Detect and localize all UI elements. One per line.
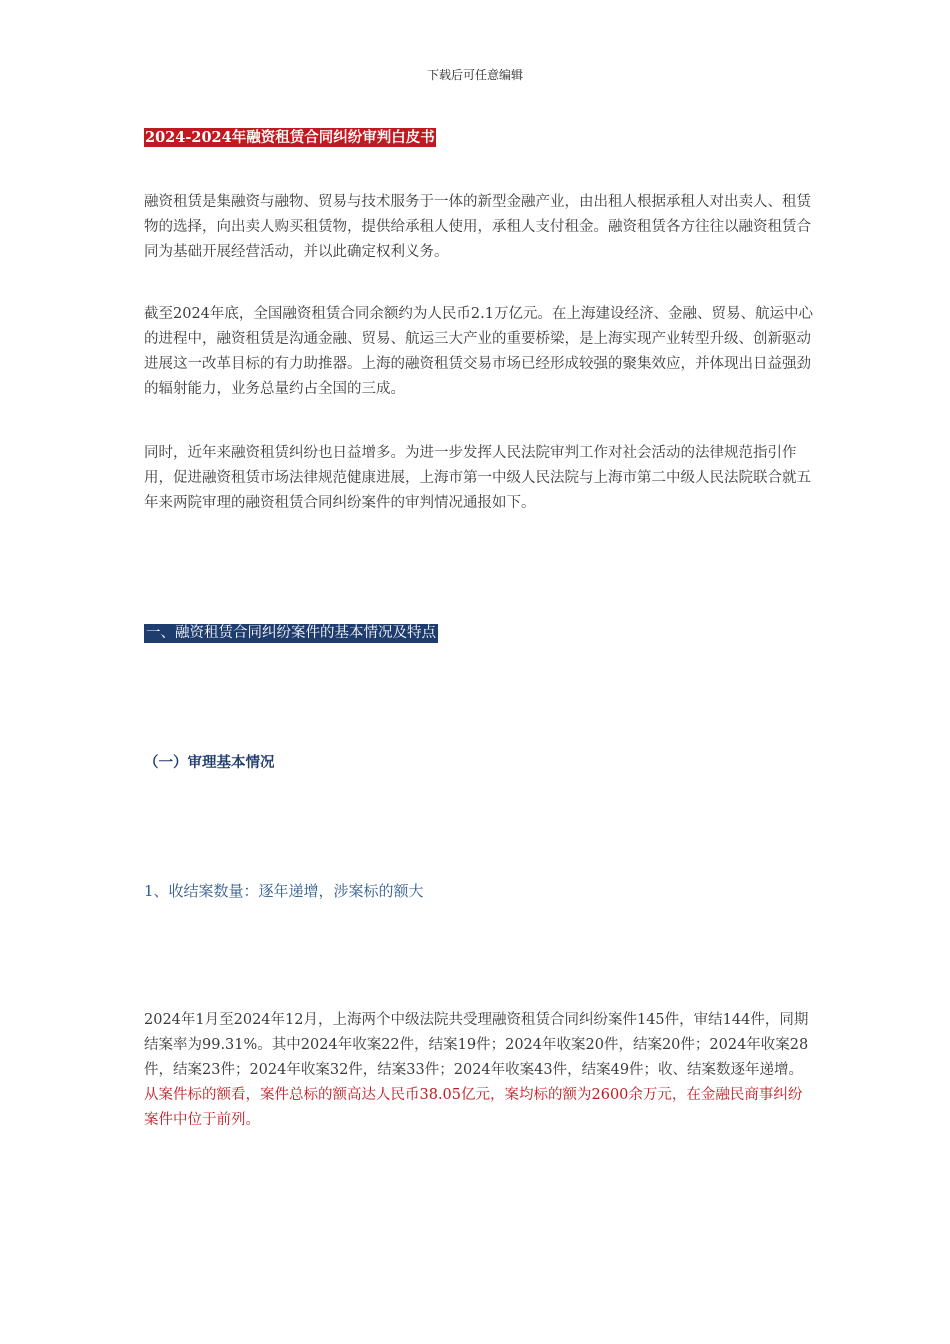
case-stats-text: 2024年1月至2024年12月，上海两个中级法院共受理融资租赁合同纠纷案件145件，审结144件，同期结案率为99.31%。其中2024年收案22件，结案19件；2024年收案20件，结案20件；2024年收案28件，结案23件；2024年收案32件，结案33件；2024年收案43件，结案49件；收、结案数逐年递增。: [144, 1012, 809, 1078]
document-title: 2024-2024年融资租赁合同纠纷审判白皮书: [145, 129, 435, 146]
item-heading: 1、收结案数量：逐年递增，涉案标的额大: [144, 882, 424, 900]
section-heading: 一、融资租赁合同纠纷案件的基本情况及特点: [146, 625, 436, 641]
header-note: 下载后可任意编辑: [426, 68, 523, 82]
subsection-heading: （一）审理基本情况: [144, 755, 275, 771]
paragraph-purpose: 同时，近年来融资租赁纠纷也日益增多。为进一步发挥人民法院审判工作对社会活动的法律规范指引作用，促进融资租赁市场法律规范健康进展，上海市第一中级人民法院与上海市第二中级人民法院联合就五年来两院审理的融资租赁合同纠纷案件的审判情况通报如下。: [144, 445, 811, 511]
paragraph-market: 截至2024年底，全国融资租赁合同余额约为人民币2.1万亿元。在上海建设经济、金融、贸易、航运中心的进程中，融资租赁是沟通金融、贸易、航运三大产业的重要桥梁，是上海实现产业转型升级、创新驱动进展这一改革目标的有力助推器。上海的融资租赁交易市场已经形成较强的聚集效应，并体现出日益强劲的辐射能力，业务总量约占全国的三成。: [144, 306, 813, 397]
paragraph-intro: 融资租赁是集融资与融物、贸易与技术服务于一体的新型金融产业，由出租人根据承租人对出卖人、租赁物的选择，向出卖人购买租赁物，提供给承租人使用，承租人支付租金。融资租赁各方往往以融资租赁合同为基础开展经营活动，并以此确定权利义务。: [144, 194, 811, 260]
case-stats-highlight: 从案件标的额看，案件总标的额高达人民币38.05亿元，案均标的额为2600余万元，在金融民商事纠纷案件中位于前列。: [144, 1087, 803, 1128]
paragraph-case-stats: [144, 1008, 814, 1133]
